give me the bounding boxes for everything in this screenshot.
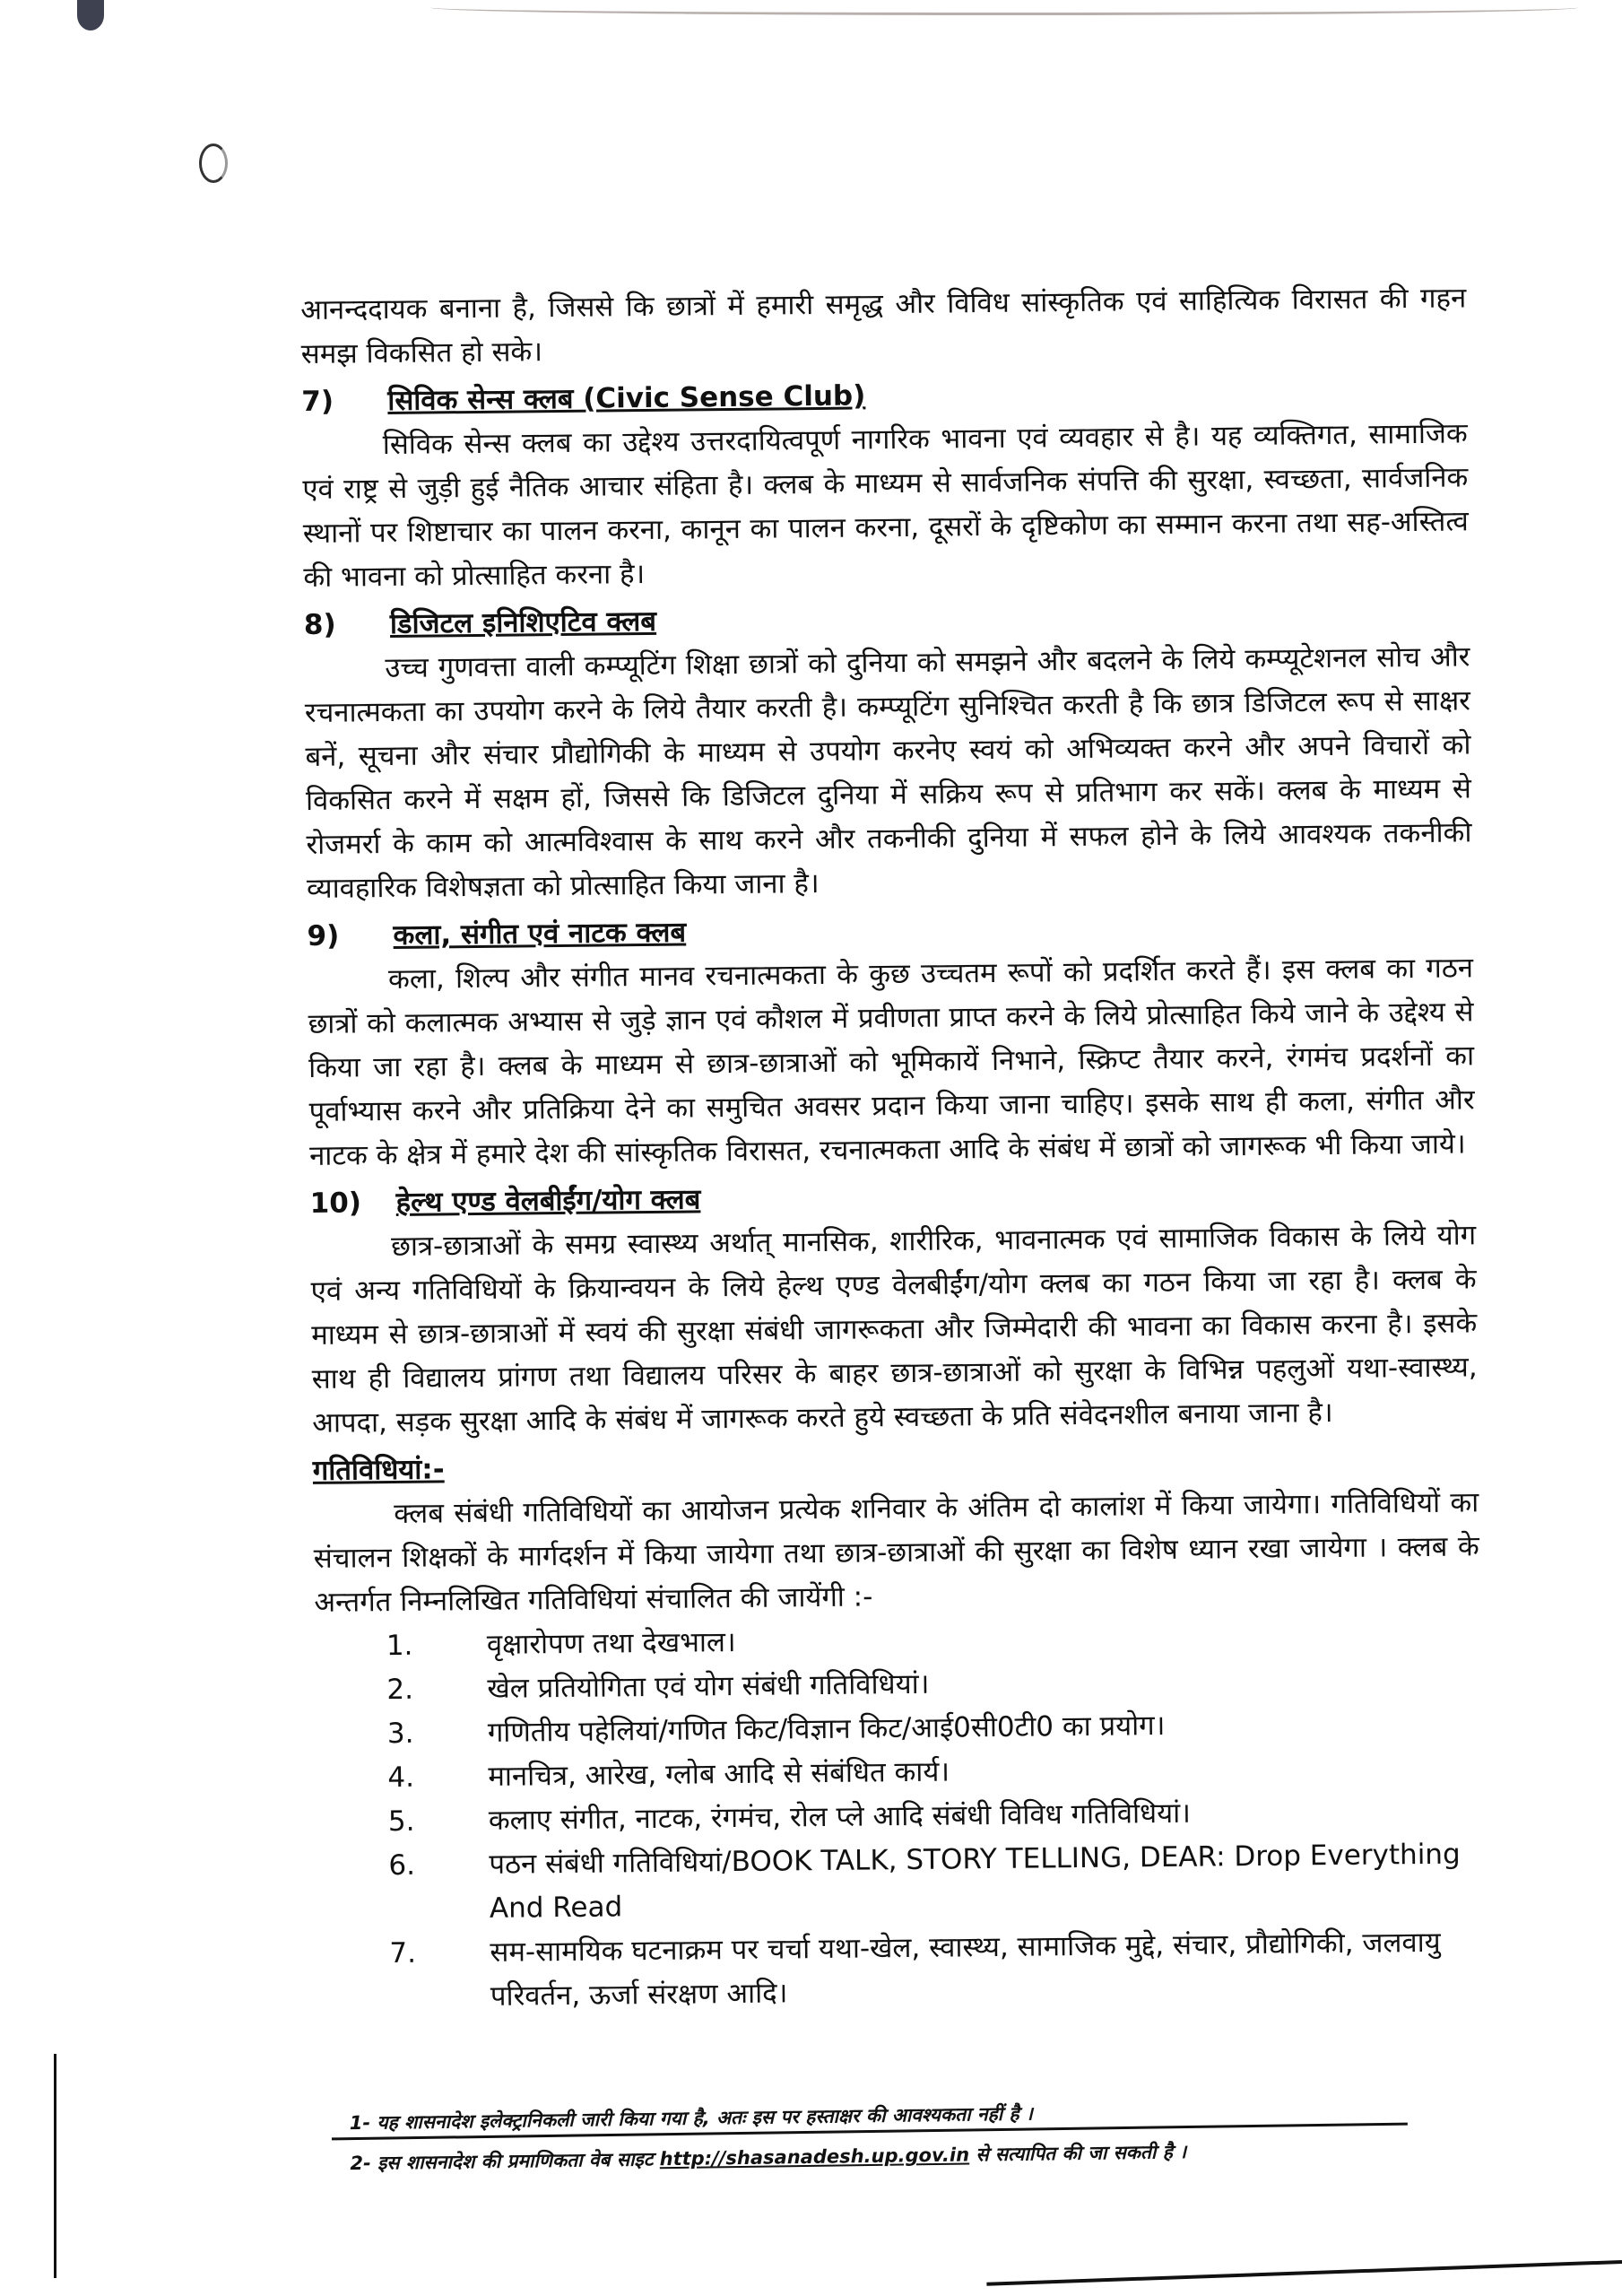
section-number: 7)	[301, 385, 334, 418]
activities-list	[315, 1613, 1485, 2021]
section-title: डिजिटल इनिशिएटिव क्लब	[389, 604, 657, 640]
section-body: सिविक सेन्स क्लब का उद्देश्य उत्तरदायित्वपूर्ण नागरिक भावना एवं व्यवहार से है। यह व्यक्तिगत, सामाजिक एवं राष्ट्र से जुड़ी हुई नैतिक आचार संहिता है। क्लब के माध्यम से सार्वजनिक संपत्ति की सुरक्षा, स्वच्छता, सार्वजनिक स्थानों पर शिष्टाचार का पालन करना, कानून का पालन करना, दूसरों के दृष्टिकोण का सम्मान करना तथा सह-अस्तित्व की भावना को प्रोत्साहित करना है।	[302, 417, 1469, 594]
item-text: सम-सामयिक घटनाक्रम पर चर्चा यथा-खेल, स्वास्थ्य, सामाजिक मुद्दे, संचार, प्रौद्योगिकी, जलवायु परिवर्तन, ऊर्जा संरक्षण आदि।	[490, 1926, 1441, 2013]
section-title: कला, संगीत एवं नाटक क्लब	[393, 916, 687, 952]
section-digital-initiative	[304, 591, 1473, 911]
section-title: सिविक सेन्स क्लब (Civic Sense Club)	[387, 379, 866, 417]
intro-paragraph: आनन्ददायक बनाना है, जिससे कि छात्रों में हमारी समृद्ध और विविध सांस्कृतिक एवं साहित्यिक विरासत की गहन समझ विकसित हो सके।	[300, 282, 1467, 370]
item-text: वृक्षारोपण तथा देखभाल।	[486, 1625, 736, 1661]
section-body: छात्र-छात्राओं के समग्र स्वास्थ्य अर्थात् मानसिक, शारीरिक, भावनात्मक एवं सामाजिक विकास के लिये योग एवं अन्य गतिविधियों के क्रियान्वयन के लिये हेल्थ एण्ड वेलबीईंग/योग क्लब का गठन किया जा रहा है। क्लब के माध्यम से छात्र-छात्राओं में स्वयं की सुरक्षा संबंधी जागरूकता और जिम्मेदारी की भावना का विकास करना है। इसके साथ ही विद्यालय प्रांगण तथा विद्यालय परिसर के बाहर छात्र-छात्राओं को सुरक्षा के विभिन्न पहलुओं यथा-स्वास्थ्य, आपदा, सड़क सुरक्षा आदि के संबंध में जागरूक करते हुये स्वच्छता के प्रति संवेदनशील बनाया जाना है।	[310, 1219, 1478, 1439]
item-number: 5.	[387, 1805, 415, 1839]
item-number: 6.	[388, 1848, 416, 1883]
item-number: 3.	[386, 1717, 414, 1751]
scan-bottom-edge	[986, 2260, 1622, 2286]
activities-section	[313, 1437, 1485, 2021]
item-text: मानचित्र, आरेख, ग्लोब आदि से संबंधित कार्य।	[488, 1755, 950, 1793]
section-health-wellbeing	[309, 1170, 1478, 1446]
footer-note-1: 1- यह शासनादेश इलेक्ट्रानिकली जारी किया गया है, अतः इस पर हस्ताक्षर की आवश्यकता नहीं है ।	[332, 2096, 1408, 2141]
footer-note-2-suffix: से सत्यापित की जा सकती है ।	[976, 2141, 1187, 2166]
footer-notes	[332, 2096, 1409, 2177]
list-item	[389, 1920, 1484, 2020]
item-number: 2.	[386, 1673, 414, 1707]
item-number: 1.	[386, 1629, 413, 1663]
verification-link[interactable]: http://shasanadesh.up.gov.in	[659, 2144, 970, 2170]
footer-note-2-prefix: 2- इस शासनादेश की प्रमाणिकता वेब साइट	[350, 2148, 654, 2175]
section-body: उच्च गुणवत्ता वाली कम्प्यूटिंग शिक्षा छात्रों को दुनिया को समझने और बदलने के लिये कम्प्यूटेशनल सोच और रचनात्मकता का उपयोग करने के लिये तैयार करती है। कम्प्यूटिंग सुनिश्चित करती है कि छात्र डिजिटल रूप से साक्षर बनें, सूचना और संचार प्रौद्योगिकी के माध्यम से उपयोग करनेए स्वयं को अभिव्यक्त करने और अपने विचारों को विकसित करने में सक्षम हों, जिससे कि डिजिटल दुनिया में सक्रिय रूप से प्रतिभाग कर सकें। क्लब के माध्यम से रोजमर्रा के काम को आत्मविश्वास के साथ करने और तकनीकी दुनिया में सफल होने के लिये आवश्यक तकनीकी व्यावहारिक विशेषज्ञता को प्रोत्साहित किया जाना है।	[304, 640, 1472, 905]
section-art-music-drama	[307, 902, 1475, 1178]
document-body	[300, 276, 1484, 2021]
activities-intro: क्लब संबंधी गतिविधियों का आयोजन प्रत्येक शनिवार के अंतिम दो कालांश में किया जायेगा। गतिविधियों का संचालन शिक्षकों के मार्गदर्शन में किया जायेगा तथा छात्र-छात्राओं की सुरक्षा का विशेष ध्यान रखा जायेगा । क्लब के अन्तर्गत निम्नलिखित गतिविधियां संचालित की जायेंगी :-	[313, 1486, 1479, 1619]
item-text: पठन संबंधी गतिविधियां/BOOK TALK, STORY TELLING, DEAR: Drop Everything And Read	[489, 1838, 1461, 1925]
section-body: कला, शिल्प और संगीत मानव रचनात्मकता के कुछ उच्चतम रूपों को प्रदर्शित करते हैं। इस क्लब का गठन छात्रों को कलात्मक अभ्यास से जुड़े ज्ञान एवं कौशल में प्रवीणता प्राप्त करने के लिये प्रोत्साहित किये जाने के उद्देश्य से किया जा रहा है। क्लब के माध्यम से छात्र-छात्राओं को भूमिकायें निभाने, स्क्रिप्ट तैयार करने, रंगमंच प्रदर्शनों का पूर्वाभ्यास करने और प्रतिक्रिया देने का समुचित अवसर प्रदान किया जाना चाहिए। इसके साथ ही कला, संगीत और नाटक के क्षेत्र में हमारे देश की सांस्कृतिक विरासत, रचनात्मकता आदि के संबंध में छात्रों को जागरूक भी किया जाये।	[308, 952, 1475, 1172]
footer-note-2	[332, 2136, 1408, 2177]
scan-top-edge	[430, 0, 1578, 15]
section-number: 9)	[307, 919, 340, 952]
list-item	[388, 1832, 1483, 1932]
section-number: 10)	[309, 1187, 362, 1220]
section-title: हेल्थ एण्ड वेलबीईंग/योग क्लब	[395, 1183, 701, 1219]
activities-heading: गतिविधियां:-	[312, 1453, 445, 1487]
section-civic-sense	[301, 368, 1469, 600]
section-number: 8)	[303, 608, 336, 641]
punch-ring-mark	[199, 144, 228, 183]
item-text: गणितीय पहेलियां/गणित किट/विज्ञान किट/आई0सी0टी0 का प्रयोग।	[487, 1709, 1166, 1749]
item-number: 4.	[387, 1761, 415, 1795]
item-number: 7.	[389, 1936, 417, 1970]
item-text: कलाए संगीत, नाटक, रंगमंच, रोल प्ले आदि संबंधी विविध गतिविधियां।	[488, 1796, 1192, 1837]
punch-hole-mark	[77, 0, 104, 30]
item-text: खेल प्रतियोगिता एवं योग संबंधी गतिविधियां।	[487, 1667, 930, 1705]
scan-left-edge	[54, 2054, 56, 2278]
